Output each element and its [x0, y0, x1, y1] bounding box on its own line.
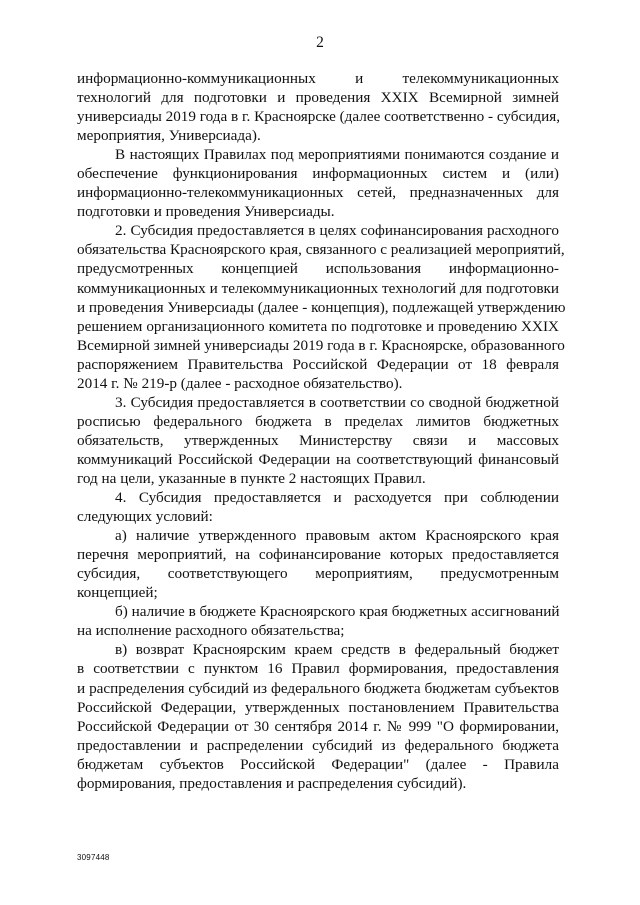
document-code: 3097448 — [77, 853, 110, 862]
text-line: информационно-коммуникационных и телекоммуникационных — [77, 70, 559, 87]
text-line: предоставлении и распределении субсидий из федерального бюджета — [77, 736, 559, 754]
text-line: год на цели, указанные в пункте 2 настоящих Правил. — [77, 469, 426, 487]
text-line: подготовки и проведения Универсиады. — [77, 203, 335, 221]
text-line: бюджетам субъектов Российской Федерации" (далее - Правила — [77, 755, 559, 773]
text-line: 3. Субсидия предоставляется в соответствии со сводной бюджетной — [115, 393, 559, 411]
paragraph — [77, 640, 559, 792]
document-body — [77, 69, 566, 793]
paragraph — [77, 602, 559, 640]
text-line: б) наличие в бюджете Красноярского края бюджетных ассигнований — [115, 603, 560, 621]
text-line: Российской Федерации, утвержденных постановлением Правительства — [77, 698, 559, 716]
text-line: информационно-телекоммуникационных сетей, предназначенных для — [77, 184, 559, 202]
text-line: 4. Субсидия предоставляется и расходуется при соблюдении — [115, 489, 559, 507]
text-line: в) возврат Красноярским краем средств в федеральный бюджет — [115, 641, 559, 659]
text-line: коммуникационных и телекоммуникационных технологий для подготовки — [77, 279, 559, 297]
text-line: и проведения Универсиады (далее - концепция), подлежащей утверждению — [77, 298, 566, 316]
text-line: формирования, предоставления и распределения субсидий). — [77, 774, 467, 792]
text-line: распоряжением Правительства Российской Федерации от 18 февраля — [77, 355, 559, 373]
text-line: субсидия, соответствующего мероприятиям, предусмотренным — [77, 565, 559, 583]
text-line: концепцией; — [77, 584, 158, 602]
text-line: Российской Федерации от 30 сентября 2014 г. № 999 "О формировании, — [77, 717, 559, 735]
text-line: обязательства Красноярского края, связанного с реализацией мероприятий, — [77, 241, 565, 259]
text-line: перечня мероприятий, на софинансирование которых предоставляется — [77, 546, 559, 564]
text-line: на исполнение расходного обязательства; — [77, 622, 345, 640]
paragraph — [77, 69, 559, 145]
text-line: обеспечение функционирования информационных систем и (или) — [77, 165, 559, 183]
text-line: и распределения субсидий из федерального бюджета бюджетам субъектов — [77, 679, 559, 697]
text-line: следующих условий: — [77, 508, 213, 526]
text-line: в соответствии с пунктом 16 Правил формирования, предоставления — [77, 660, 559, 678]
text-line: 2. Субсидия предоставляется в целях софинансирования расходного — [115, 222, 559, 240]
text-line: коммуникаций Российской Федерации на соответствующий финансовый — [77, 450, 559, 468]
paragraph — [77, 488, 559, 526]
page-number: 2 — [316, 34, 324, 51]
text-line: росписью федерального бюджета в пределах лимитов бюджетных — [77, 412, 559, 430]
text-line: В настоящих Правилах под мероприятиями понимаются создание и — [115, 146, 559, 164]
text-line: Всемирной зимней универсиады 2019 года в г. Красноярске, образованного — [77, 336, 565, 354]
text-line: мероприятия, Универсиада). — [77, 127, 261, 145]
text-line: универсиады 2019 года в г. Красноярске (далее соответственно - субсидия, — [77, 108, 561, 126]
text-line: 2014 г. № 219-р (далее - расходное обязательство). — [77, 374, 403, 392]
text-line: а) наличие утвержденного правовым актом Красноярского края — [115, 527, 559, 545]
text-line: решением организационного комитета по подготовке и проведению XXIX — [77, 317, 559, 335]
paragraph — [77, 393, 559, 488]
paragraph — [77, 526, 559, 602]
paragraph — [77, 145, 559, 221]
text-line: технологий для подготовки и проведения XXIX Всемирной зимней — [77, 89, 559, 107]
text-line: предусмотренных концепцией использования информационно- — [77, 260, 559, 278]
text-line: обязательств, утвержденных Министерству связи и массовых — [77, 431, 559, 449]
paragraph — [77, 221, 566, 392]
